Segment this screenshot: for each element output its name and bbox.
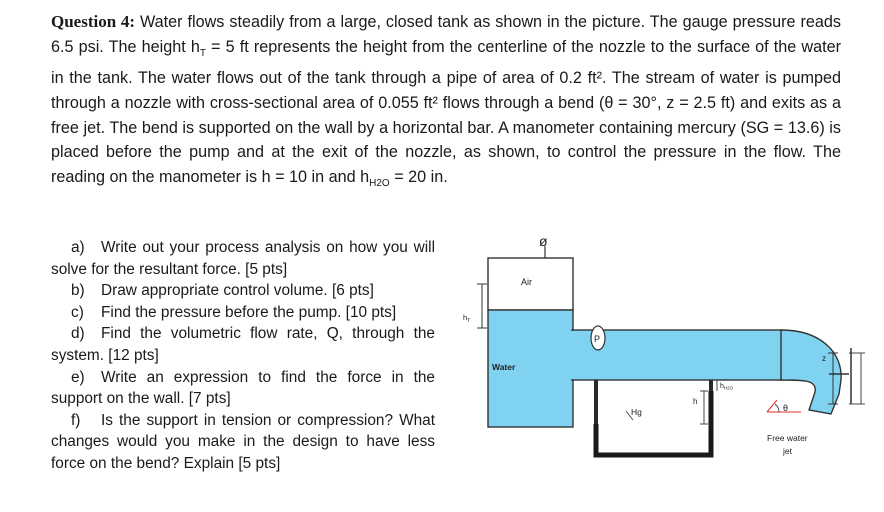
question-line-4: 0.2 ft². The stream of water is pumped through a nozzle with cross-sectional area of 0.055 ft² xyxy=(51,69,842,113)
part-text-rest: What changes would you make in the design to have less force on the bend? Explain [5 pts] xyxy=(51,411,435,472)
part-text-first: Find the volumetric flow rate, Q, through xyxy=(101,325,405,343)
question-line-1: Water flows steadily from a large, closed tank as shown in the picture. The gauge xyxy=(140,13,728,31)
part-label: b) xyxy=(71,282,85,300)
pipe-junction-cover xyxy=(571,331,574,379)
question-line-6: by a horizontal bar. A manometer containing mercury (SG = 13.6) is placed before the pump and xyxy=(51,118,841,162)
part-text-rest: will solve for the resultant force. [5 pts] xyxy=(51,239,435,278)
jet-direction-line xyxy=(767,400,777,412)
mercury-label: Hg xyxy=(631,407,642,417)
pipe-bend xyxy=(781,330,841,414)
water-label: Water xyxy=(492,362,516,372)
part-text-first: Write an expression to find the force in the xyxy=(101,368,435,386)
question-number: Question 4: xyxy=(51,12,136,31)
tank-system-diagram xyxy=(455,228,875,503)
theta-label: θ xyxy=(783,403,789,413)
ht-subscript: T xyxy=(199,47,206,59)
air-label: Air xyxy=(521,277,532,287)
part-f xyxy=(51,410,435,475)
part-text-rest: support on the wall. [7 pts] xyxy=(51,390,231,408)
part-label: d) xyxy=(71,325,85,343)
part-e xyxy=(51,367,435,410)
ht-label: $h_T$ xyxy=(463,313,471,324)
question-line-7: at the exit of the nozzle, as shown, to control the pressure in the flow. The reading on the xyxy=(51,143,842,186)
question-line-2: pressure reads 6.5 psi. The height h xyxy=(51,13,841,56)
theta-arc xyxy=(775,404,779,412)
part-text-first: Write out your process analysis on how you xyxy=(101,239,408,256)
part-label: c) xyxy=(71,303,84,321)
question-line-2-rest: = 5 ft represents the height from the centerline of the nozzle xyxy=(205,37,646,56)
question-parts xyxy=(51,237,435,475)
part-label: e) xyxy=(71,368,85,386)
part-text-first: Find the pressure before the pump. [10 pts] xyxy=(101,303,397,321)
question-line-5: flows through a bend (θ = 30°, z = 2.5 ft) and exits as a free jet. The bend is supported on the wall xyxy=(51,94,841,137)
h-label: h xyxy=(693,397,698,406)
part-b xyxy=(51,280,435,302)
part-text-first: Draw appropriate control volume. [6 pts] xyxy=(101,282,374,300)
question-line-8-rest: = 20 in. xyxy=(389,167,448,186)
hh2o-subscript: H2O xyxy=(369,178,390,190)
hh2o-label: $h_{H2O}$ xyxy=(720,383,734,391)
part-d xyxy=(51,323,435,366)
part-label: a) xyxy=(71,239,85,256)
question-line-3: to the surface of the water in the tank. The water flows out of the tank through a pipe of area of xyxy=(51,37,841,88)
free-jet-label-2: jet xyxy=(783,446,792,456)
pump-label: P xyxy=(594,334,601,344)
part-c xyxy=(51,302,435,324)
part-text-rest: the system. [12 pts] xyxy=(51,325,435,364)
question-text xyxy=(51,10,841,197)
part-label: f) xyxy=(71,411,81,429)
question-line-8: manometer is h = 10 in and h xyxy=(159,167,370,186)
free-jet-label-1: Free water xyxy=(767,433,808,443)
part-text-first: Is the support in tension or compression? xyxy=(101,411,394,429)
part-a xyxy=(51,237,435,280)
z-label: z xyxy=(822,354,826,363)
manometer-tube xyxy=(596,380,711,455)
pressure-gauge-icon: ø xyxy=(539,233,548,249)
